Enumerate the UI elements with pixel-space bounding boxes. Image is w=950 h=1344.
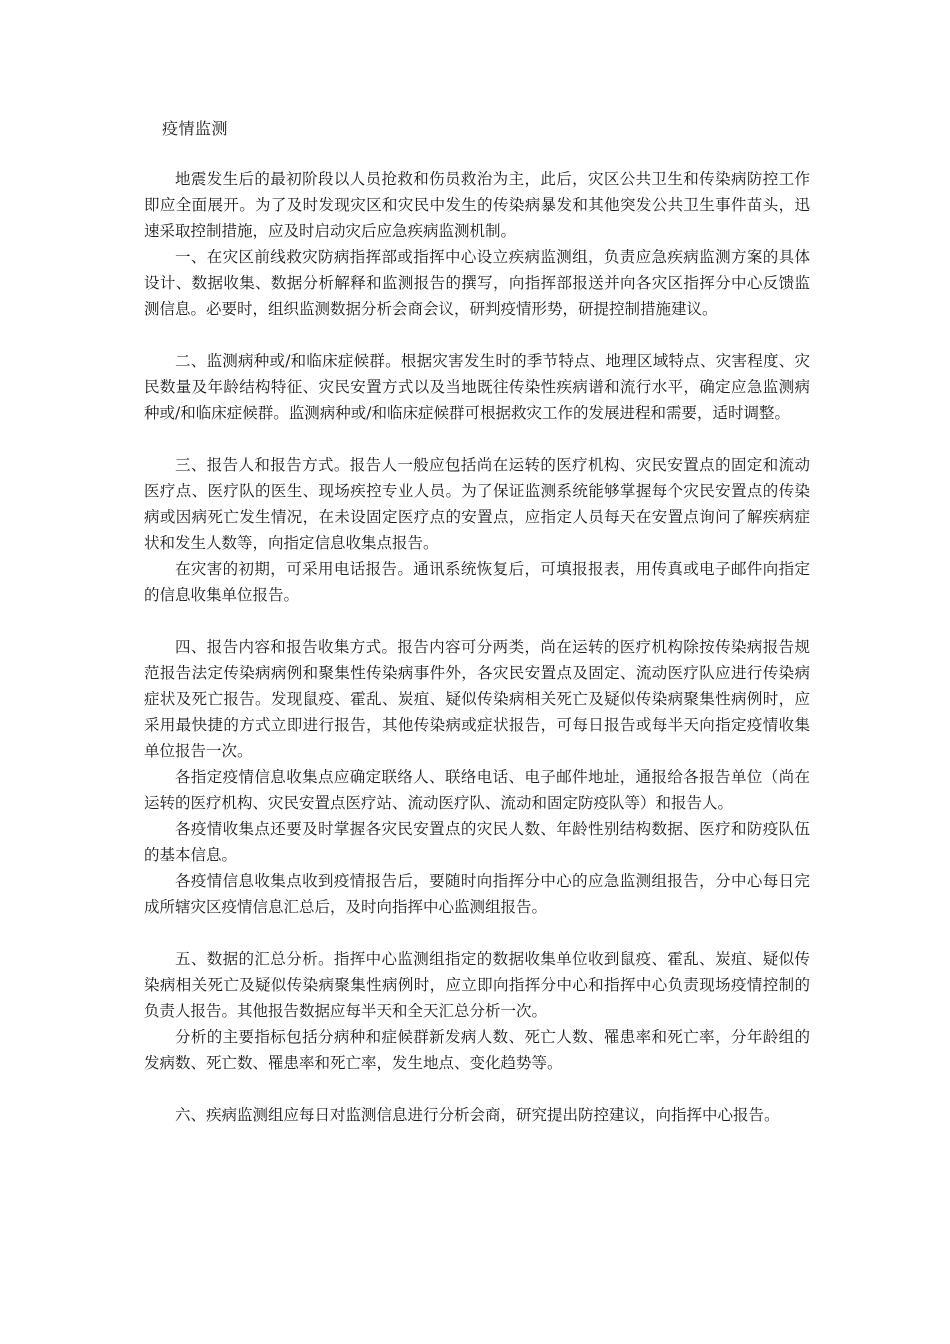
document-body	[144, 166, 810, 1128]
paragraph-section-6: 六、疾病监测组应每日对监测信息进行分析会商，研究提出防控建议，向指挥中心报告。	[175, 1106, 780, 1124]
paragraph-section-5-indicators: 分析的主要指标包括分病种和症候群新发病人数、死亡人数、罹患率和死亡率，分年龄组的发病数、死亡数、罹患率和死亡率，发生地点、变化趋势等。	[144, 1028, 810, 1072]
paragraph-section-2: 二、监测病种或/和临床症候群。根据灾害发生时的季节特点、地理区域特点、灾害程度、灾民数量及年龄结构特征、灾民安置方式以及当地既往传染性疾病谱和流行水平，确定应急监测病种或/和临床症候群。监测病种或/和临床症候群可根据救灾工作的发展进程和需要，适时调整。	[144, 352, 810, 422]
paragraph-section-3-phone: 在灾害的初期，可采用电话报告。通讯系统恢复后，可填报报表，用传真或电子邮件向指定的信息收集单位报告。	[144, 560, 810, 604]
paragraph-section-4-population: 各疫情收集点还要及时掌握各灾民安置点的灾民人数、年龄性别结构数据、医疗和防疫队伍的基本信息。	[144, 820, 810, 864]
paragraph-section-3: 三、报告人和报告方式。报告人一般应包括尚在运转的医疗机构、灾民安置点的固定和流动医疗点、医疗队的医生、现场疾控专业人员。为了保证监测系统能够掌握每个灾民安置点的传染病或因病死亡发生情况，在未设固定医疗点的安置点，应指定人员每天在安置点询问了解疾病症状和发生人数等，向指定信息收集点报告。	[144, 456, 810, 552]
paragraph-section-5: 五、数据的汇总分析。指挥中心监测组指定的数据收集单位收到鼠疫、霍乱、炭疽、疑似传染病相关死亡及疑似传染病聚集性病例时，应立即向指挥分中心和指挥中心负责现场疫情控制的负责人报告。其他报告数据应每半天和全天汇总分析一次。	[144, 950, 810, 1020]
paragraph-section-1: 一、在灾区前线救灾防病指挥部或指挥中心设立疾病监测组，负责应急疾病监测方案的具体设计、数据收集、数据分析解释和监测报告的撰写，向指挥部报送并向各灾区指挥分中心反馈监测信息。必要时，组织监测数据分析会商会议，研判疫情形势，研提控制措施建议。	[144, 248, 810, 318]
paragraph-section-4-contacts: 各指定疫情信息收集点应确定联络人、联络电话、电子邮件地址，通报给各报告单位（尚在运转的医疗机构、灾民安置点医疗站、流动医疗队、流动和固定防疫队等）和报告人。	[144, 768, 810, 812]
paragraph-section-4: 四、报告内容和报告收集方式。报告内容可分两类，尚在运转的医疗机构除按传染病报告规范报告法定传染病病例和聚集性传染病事件外，各灾民安置点及固定、流动医疗队应进行传染病症状及死亡报告。发现鼠疫、霍乱、炭疽、疑似传染病相关死亡及疑似传染病聚集性病例时，应采用最快捷的方式立即进行报告，其他传染病或症状报告，可每日报告或每半天向指定疫情收集单位报告一次。	[144, 638, 810, 760]
paragraph-intro: 地震发生后的最初阶段以人员抢救和伤员救治为主，此后，灾区公共卫生和传染病防控工作即应全面展开。为了及时发现灾区和灾民中发生的传染病暴发和其他突发公共卫生事件苗头，迅速采取控制措施，应及时启动灾后应急疾病监测机制。	[144, 170, 810, 240]
document-title: 疫情监测	[162, 119, 229, 138]
paragraph-section-4-forwarding: 各疫情信息收集点收到疫情报告后，要随时向指挥分中心的应急监测组报告，分中心每日完成所辖灾区疫情信息汇总后，及时向指挥中心监测组报告。	[144, 872, 810, 916]
